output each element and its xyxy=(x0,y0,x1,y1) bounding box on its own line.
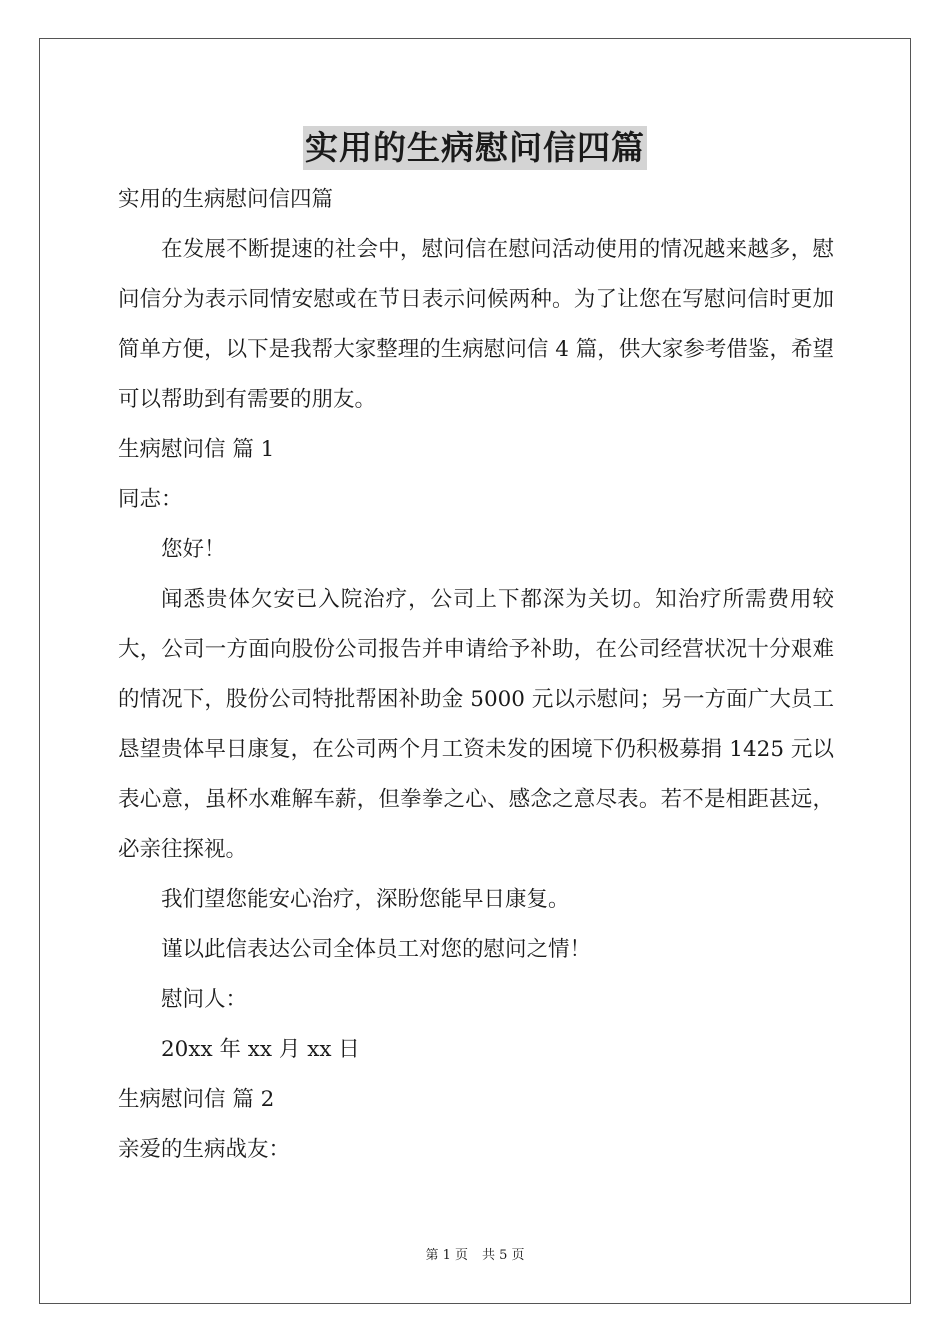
paragraph: 闻悉贵体欠安已入院治疗，公司上下都深为关切。知治疗所需费用较大，公司一方面向股份公司报告并申请给予补助，在公司经营状况十分艰难的情况下，股份公司特批帮困补助金 5000 元以示慰问；另一方面广大员工恳望贵体早日康复，在公司两个月工资未发的困境下仍积极募捐 1425 元以表心意，虽杯水难解车薪，但拳拳之心、感念之意尽表。若不是相距甚远，必亲往探视。 xyxy=(118,587,834,862)
greeting: 您好！ xyxy=(161,537,226,562)
page-total: 共 5 页 xyxy=(482,1248,525,1263)
page-number: 第 1 页 xyxy=(425,1248,468,1263)
page-footer xyxy=(0,1246,950,1266)
signature-label: 慰问人： xyxy=(161,987,248,1012)
paragraph: 在发展不断提速的社会中，慰问信在慰问活动使用的情况越来越多，慰问信分为表示同情安慰或在节日表示问候两种。为了让您在写慰问信时更加简单方便，以下是我帮大家整理的生病慰问信 4 篇，供大家参考借鉴，希望可以帮助到有需要的朋友。 xyxy=(118,237,834,412)
document-body xyxy=(118,175,834,1175)
paragraph: 实用的生病慰问信四篇 xyxy=(118,187,334,212)
salutation: 亲爱的生病战友： xyxy=(118,1137,291,1162)
section-heading: 生病慰问信 篇 2 xyxy=(118,1087,275,1112)
salutation: 同志： xyxy=(118,487,183,512)
date-line: 20xx 年 xx 月 xx 日 xyxy=(161,1037,360,1062)
document-title: 实用的生病慰问信四篇 xyxy=(303,126,647,170)
title-container xyxy=(0,126,950,170)
paragraph: 我们望您能安心治疗，深盼您能早日康复。 xyxy=(161,887,570,912)
paragraph: 谨以此信表达公司全体员工对您的慰问之情！ xyxy=(161,937,592,962)
section-heading: 生病慰问信 篇 1 xyxy=(118,437,275,462)
